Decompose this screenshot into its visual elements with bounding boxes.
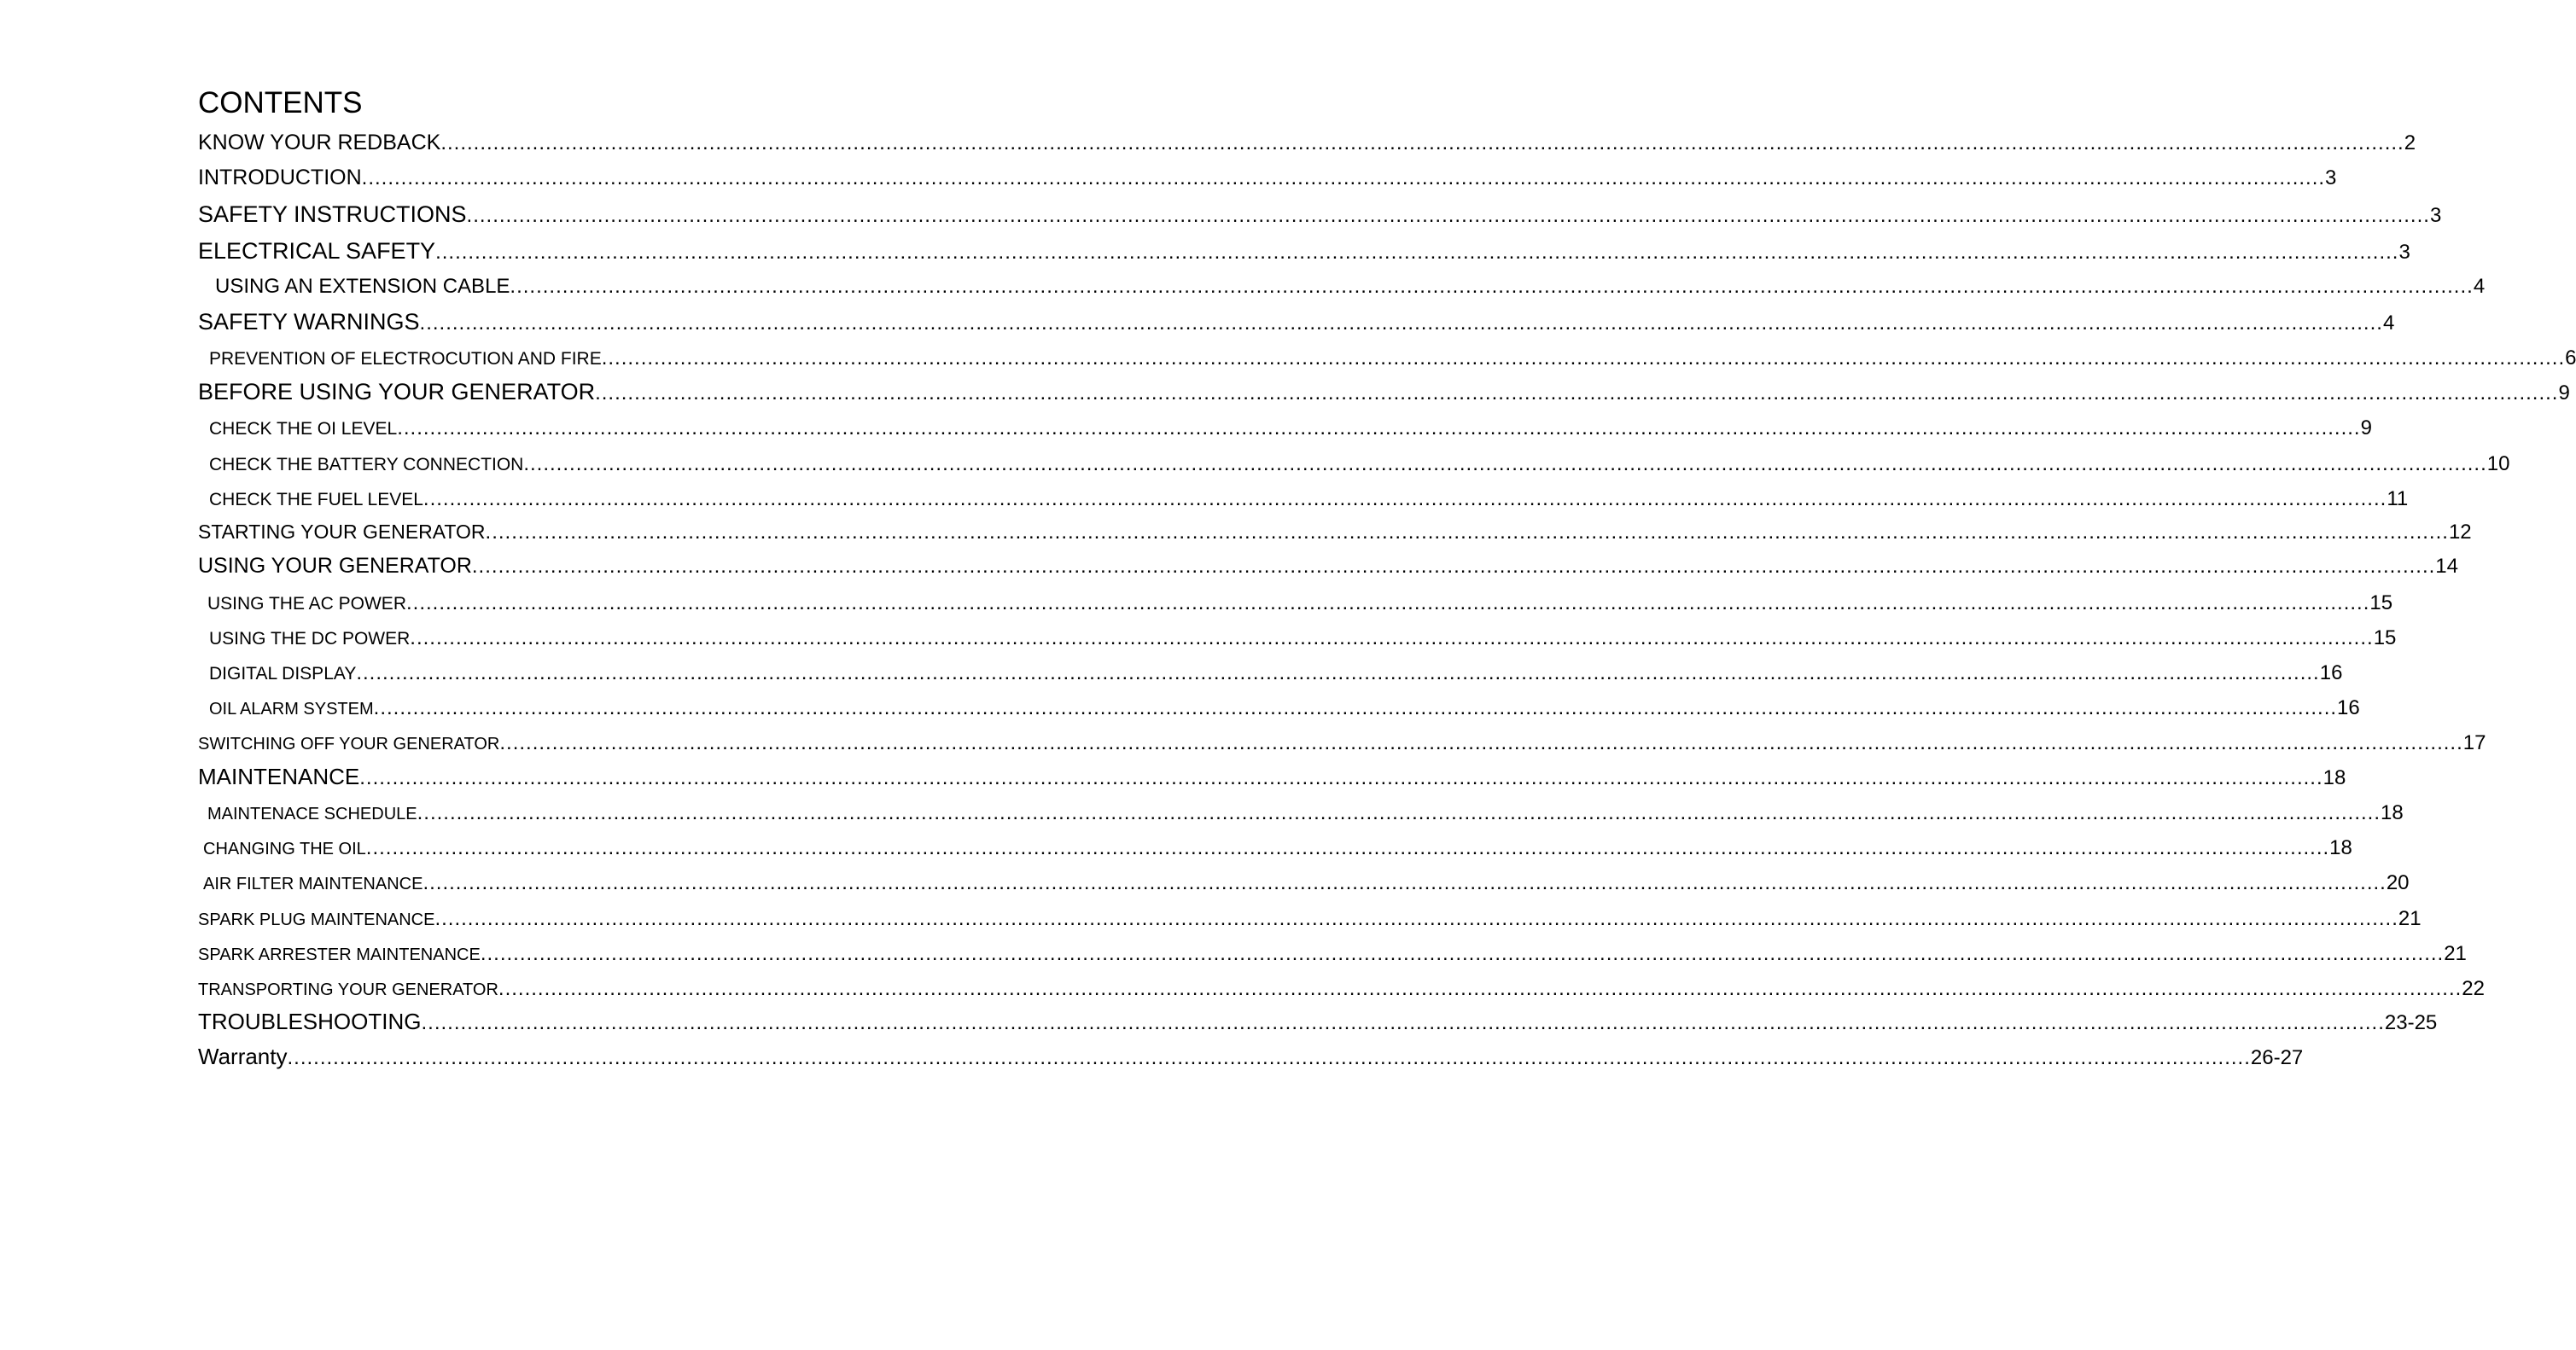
toc-entry (198, 131, 2416, 161)
toc-entry-label: STARTING YOUR GENERATOR (198, 521, 486, 543)
toc-entry-page-number: 16 (2319, 661, 2343, 684)
toc-entry-label: KNOW YOUR REDBACK (198, 131, 441, 154)
toc-entry-label: ELECTRICAL SAFETY (198, 238, 436, 264)
toc-entry-leader-dots: ............................................................................................................................................................................................................................................................................................................ (419, 311, 2383, 335)
toc-entry-leader-dots: ............................................................................................................................................................................................................................................................................................................ (499, 731, 2463, 754)
toc-entry-page-number: 3 (2398, 241, 2410, 264)
toc-entry-page-number: 11 (2387, 487, 2409, 510)
toc-entry (198, 379, 2570, 410)
toc-entry-label: MAINTENACE SCHEDULE (207, 805, 417, 823)
toc-entry-leader-dots: ............................................................................................................................................................................................................................................................................................................ (417, 801, 2381, 824)
toc-entry-label: CHECK THE BATTERY CONNECTION (209, 455, 524, 474)
toc-entry-leader-dots: ............................................................................................................................................................................................................................................................................................................ (359, 766, 2323, 789)
toc-entry-leader-dots: ............................................................................................................................................................................................................................................................................................................ (423, 487, 2387, 510)
toc-entry-label: INTRODUCTION (198, 166, 362, 189)
toc-entry-page-number: 26-27 (2250, 1046, 2304, 1069)
toc-entry-page-number: 9 (2360, 416, 2372, 439)
toc-entry (203, 871, 2410, 902)
toc-entry-label: CHECK THE OI LEVEL (209, 419, 398, 439)
toc-entry-leader-dots: ............................................................................................................................................................................................................................................................................................................ (397, 416, 2361, 439)
toc-entry (198, 1009, 2438, 1039)
toc-entry-leader-dots: ............................................................................................................................................................................................................................................................................................................ (423, 871, 2387, 894)
toc-entry (198, 521, 2472, 551)
toc-entry (209, 661, 2343, 692)
toc-entry (209, 487, 2409, 518)
toc-entry (198, 1044, 2304, 1074)
toc-entry (209, 416, 2372, 447)
page-title: CONTENTS (198, 86, 363, 119)
toc-entry-leader-dots: ............................................................................................................................................................................................................................................................................................................ (510, 275, 2474, 298)
toc-entry-label: DIGITAL DISPLAY (209, 664, 357, 684)
toc-entry-leader-dots: ............................................................................................................................................................................................................................................................................................................ (523, 452, 2487, 475)
toc-entry-label: TRANSPORTING YOUR GENERATOR (198, 980, 498, 999)
toc-entry-page-number: 2 (2404, 131, 2416, 154)
toc-entry-page-number: 21 (2398, 907, 2422, 930)
toc-entry (198, 238, 2410, 269)
toc-entry-label: AIR FILTER MAINTENANCE (203, 875, 423, 893)
toc-entry-leader-dots: ............................................................................................................................................................................................................................................................................................................ (356, 661, 2320, 684)
toc-entry-label: MAINTENANCE (198, 764, 360, 789)
toc-entry-page-number: 15 (2369, 591, 2393, 614)
toc-entry (203, 836, 2352, 867)
toc-entry-leader-dots: ............................................................................................................................................................................................................................................................................................................ (498, 977, 2462, 1000)
toc-entry-leader-dots: ............................................................................................................................................................................................................................................................................................................ (434, 907, 2398, 930)
toc-entry (209, 346, 2576, 377)
toc-entry (198, 764, 2346, 794)
toc-entry-leader-dots: ............................................................................................................................................................................................................................................................................................................ (485, 521, 2449, 544)
toc-entry-page-number: 6 (2565, 346, 2576, 370)
toc-entry-leader-dots: ............................................................................................................................................................................................................................................................................................................ (601, 346, 2566, 370)
toc-entry-label: SWITCHING OFF YOUR GENERATOR (198, 735, 500, 754)
toc-entry-page-number: 3 (2429, 204, 2442, 227)
toc-entry-leader-dots: ............................................................................................................................................................................................................................................................................................................ (365, 836, 2330, 859)
toc-entry-label: SPARK ARRESTER MAINTENANCE (198, 946, 481, 964)
toc-entry-label: USING YOUR GENERATOR (198, 554, 472, 578)
toc-entry-leader-dots: ............................................................................................................................................................................................................................................................................................................ (480, 942, 2445, 965)
toc-entry (209, 696, 2360, 727)
toc-entry-page-number: 16 (2337, 696, 2360, 719)
toc-entry-leader-dots: ............................................................................................................................................................................................................................................................................................................ (440, 131, 2404, 154)
toc-entry-label: CHANGING THE OIL (203, 840, 366, 858)
toc-entry-page-number: 4 (2473, 275, 2486, 298)
toc-entry-page-number: 20 (2386, 871, 2410, 894)
toc-entry-leader-dots: ............................................................................................................................................................................................................................................................................................................ (471, 555, 2436, 578)
toc-entry-page-number: 21 (2444, 942, 2467, 965)
toc-entry-page-number: 22 (2462, 977, 2485, 1000)
toc-entry-label: OIL ALARM SYSTEM (209, 700, 374, 719)
toc-entry-leader-dots: ............................................................................................................................................................................................................................................................................................................ (287, 1046, 2251, 1069)
toc-entry-leader-dots: ............................................................................................................................................................................................................................................................................................................ (410, 626, 2374, 649)
toc-entry (209, 452, 2510, 483)
toc-entry-label: SAFETY WARNINGS (198, 309, 420, 335)
toc-entry-page-number: 18 (2322, 766, 2346, 789)
toc-entry-page-number: 23-25 (2384, 1011, 2438, 1034)
toc-entry (198, 977, 2485, 1008)
toc-entry-leader-dots: ............................................................................................................................................................................................................................................................................................................ (373, 696, 2338, 719)
toc-entry (198, 907, 2422, 938)
toc-entry-page-number: 17 (2462, 731, 2486, 754)
toc-entry-page-number: 9 (2558, 381, 2570, 404)
toc-entry-label: TROUBLESHOOTING (198, 1009, 422, 1034)
toc-entry (215, 275, 2486, 305)
toc-entry (207, 801, 2404, 832)
toc-entry-label: Warranty (198, 1044, 288, 1069)
toc-entry (198, 166, 2337, 196)
toc-entry-page-number: 18 (2329, 836, 2352, 859)
toc-entry (198, 731, 2486, 762)
toc-entry-page-number: 18 (2381, 801, 2404, 824)
toc-entry-leader-dots: ............................................................................................................................................................................................................................................................................................................ (421, 1011, 2385, 1034)
toc-entry-label: USING AN EXTENSION CABLE (215, 275, 510, 298)
toc-entry (198, 942, 2467, 973)
toc-entry-page-number: 12 (2448, 521, 2472, 544)
toc-entry (207, 591, 2393, 622)
toc-entry-label: PREVENTION OF ELECTROCUTION AND FIRE (209, 349, 602, 369)
toc-entry-label: CHECK THE FUEL LEVEL (209, 490, 423, 509)
toc-entry-page-number: 4 (2382, 311, 2395, 335)
toc-entry-label: SPARK PLUG MAINTENANCE (198, 911, 435, 929)
toc-entry-leader-dots: ............................................................................................................................................................................................................................................................................................................ (595, 381, 2559, 404)
toc-entry-leader-dots: ............................................................................................................................................................................................................................................................................................................ (361, 166, 2326, 189)
toc-entry-leader-dots: ............................................................................................................................................................................................................................................................................................................ (435, 241, 2399, 264)
toc-entry (198, 201, 2442, 232)
toc-entry (198, 554, 2458, 585)
toc-entry (209, 626, 2397, 657)
toc-entry-label: BEFORE USING YOUR GENERATOR (198, 379, 596, 404)
toc-entry-page-number: 10 (2486, 452, 2510, 475)
toc-entry-label: USING THE DC POWER (209, 629, 411, 649)
toc-entry-leader-dots: ............................................................................................................................................................................................................................................................................................................ (405, 591, 2370, 614)
toc-entry-page-number: 14 (2435, 555, 2458, 578)
toc-entry-page-number: 15 (2373, 626, 2397, 649)
toc-entry (198, 309, 2395, 340)
toc-entry-page-number: 3 (2325, 166, 2337, 189)
toc-entry-label: SAFETY INSTRUCTIONS (198, 201, 467, 227)
toc-entry-label: USING THE AC POWER (207, 594, 406, 614)
toc-entry-leader-dots: ............................................................................................................................................................................................................................................................................................................ (466, 204, 2430, 227)
